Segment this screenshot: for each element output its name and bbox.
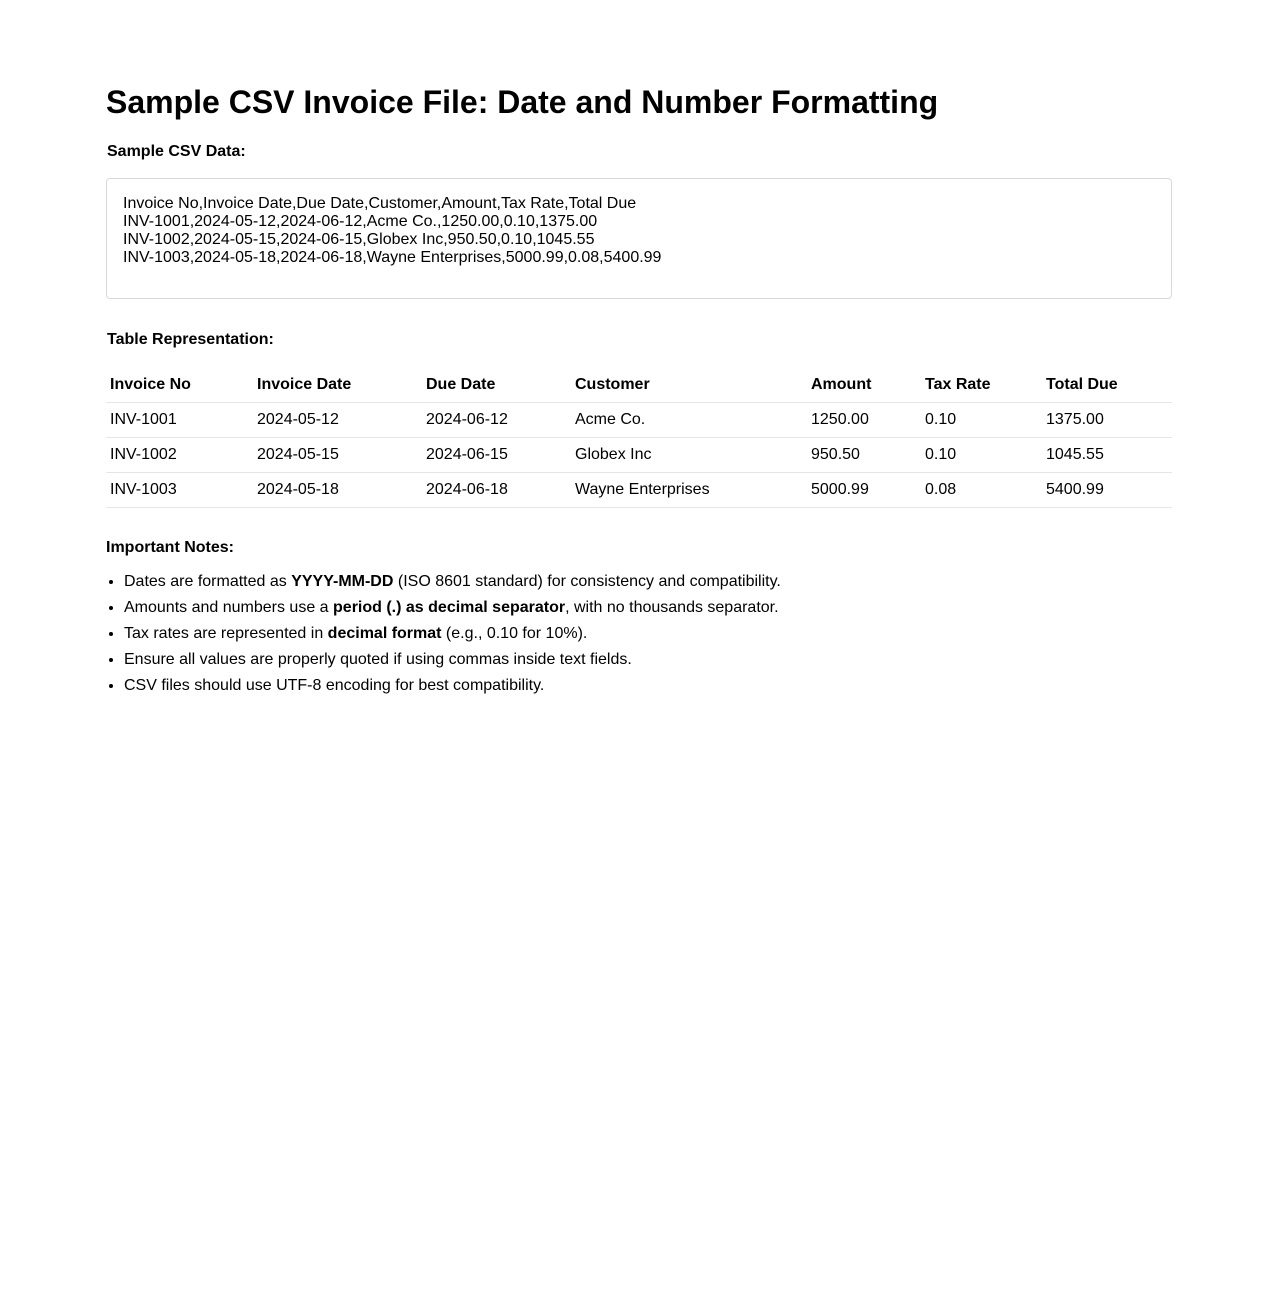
csv-line: INV-1002,2024-05-15,2024-06-15,Globex Inc,950.50,0.10,1045.55: [123, 231, 595, 248]
csv-data-box: [106, 178, 1172, 299]
cell-amount: 5000.99: [807, 473, 921, 508]
column-header-amount: Amount: [807, 368, 921, 403]
cell-amount: 1250.00: [807, 403, 921, 438]
invoice-table: [106, 368, 1172, 508]
note-emphasis: decimal format: [327, 625, 442, 642]
table-section-label: Table Representation:: [107, 331, 274, 348]
note-emphasis: period (.) as decimal separator: [333, 599, 566, 616]
cell-customer: Globex Inc: [571, 438, 807, 473]
table-row: [106, 438, 1172, 473]
cell-invoice-date: 2024-05-18: [253, 473, 422, 508]
cell-due-date: 2024-06-18: [422, 473, 571, 508]
note-item: [124, 650, 1172, 670]
csv-line: INV-1001,2024-05-12,2024-06-12,Acme Co.,1250.00,0.10,1375.00: [123, 213, 598, 230]
column-header-due-date: Due Date: [422, 368, 571, 403]
note-item: [124, 572, 1172, 592]
note-text: Ensure all values are properly quoted if using commas inside text fields.: [124, 651, 632, 668]
cell-tax-rate: 0.10: [921, 403, 1042, 438]
note-text: , with no thousands separator.: [565, 599, 779, 616]
cell-due-date: 2024-06-15: [422, 438, 571, 473]
cell-invoice-no: INV-1003: [106, 473, 253, 508]
table-row: [106, 473, 1172, 508]
cell-total-due: 1375.00: [1042, 403, 1172, 438]
cell-tax-rate: 0.08: [921, 473, 1042, 508]
note-item: [124, 624, 1172, 644]
page-title: Sample CSV Invoice File: Date and Number Formatting: [106, 84, 939, 120]
cell-amount: 950.50: [807, 438, 921, 473]
csv-section-label: Sample CSV Data:: [107, 143, 246, 160]
cell-customer: Acme Co.: [571, 403, 807, 438]
note-text: (e.g., 0.10 for 10%).: [441, 625, 588, 642]
note-item: [124, 598, 1172, 618]
cell-total-due: 1045.55: [1042, 438, 1172, 473]
column-header-total-due: Total Due: [1042, 368, 1172, 403]
page: [106, 0, 1172, 696]
cell-invoice-no: INV-1001: [106, 403, 253, 438]
notes-list: [106, 572, 1172, 696]
note-text: (ISO 8601 standard) for consistency and compatibility.: [393, 573, 781, 590]
cell-invoice-date: 2024-05-12: [253, 403, 422, 438]
cell-tax-rate: 0.10: [921, 438, 1042, 473]
csv-line: Invoice No,Invoice Date,Due Date,Customer,Amount,Tax Rate,Total Due: [123, 195, 637, 212]
cell-invoice-no: INV-1002: [106, 438, 253, 473]
table-row: [106, 403, 1172, 438]
note-text: Tax rates are represented in: [124, 625, 328, 642]
note-text: CSV files should use UTF-8 encoding for best compatibility.: [124, 677, 545, 694]
note-text: Dates are formatted as: [124, 573, 292, 590]
notes-section-label: Important Notes:: [106, 539, 234, 556]
note-emphasis: YYYY-MM-DD: [291, 573, 394, 590]
cell-customer: Wayne Enterprises: [571, 473, 807, 508]
column-header-invoice-date: Invoice Date: [253, 368, 422, 403]
cell-invoice-date: 2024-05-15: [253, 438, 422, 473]
cell-due-date: 2024-06-12: [422, 403, 571, 438]
csv-line: INV-1003,2024-05-18,2024-06-18,Wayne Enterprises,5000.99,0.08,5400.99: [123, 249, 662, 266]
table-header-row: [106, 368, 1172, 403]
cell-total-due: 5400.99: [1042, 473, 1172, 508]
column-header-invoice-no: Invoice No: [106, 368, 253, 403]
note-text: Amounts and numbers use a: [124, 599, 334, 616]
note-item: [124, 676, 1172, 696]
column-header-customer: Customer: [571, 368, 807, 403]
column-header-tax-rate: Tax Rate: [921, 368, 1042, 403]
